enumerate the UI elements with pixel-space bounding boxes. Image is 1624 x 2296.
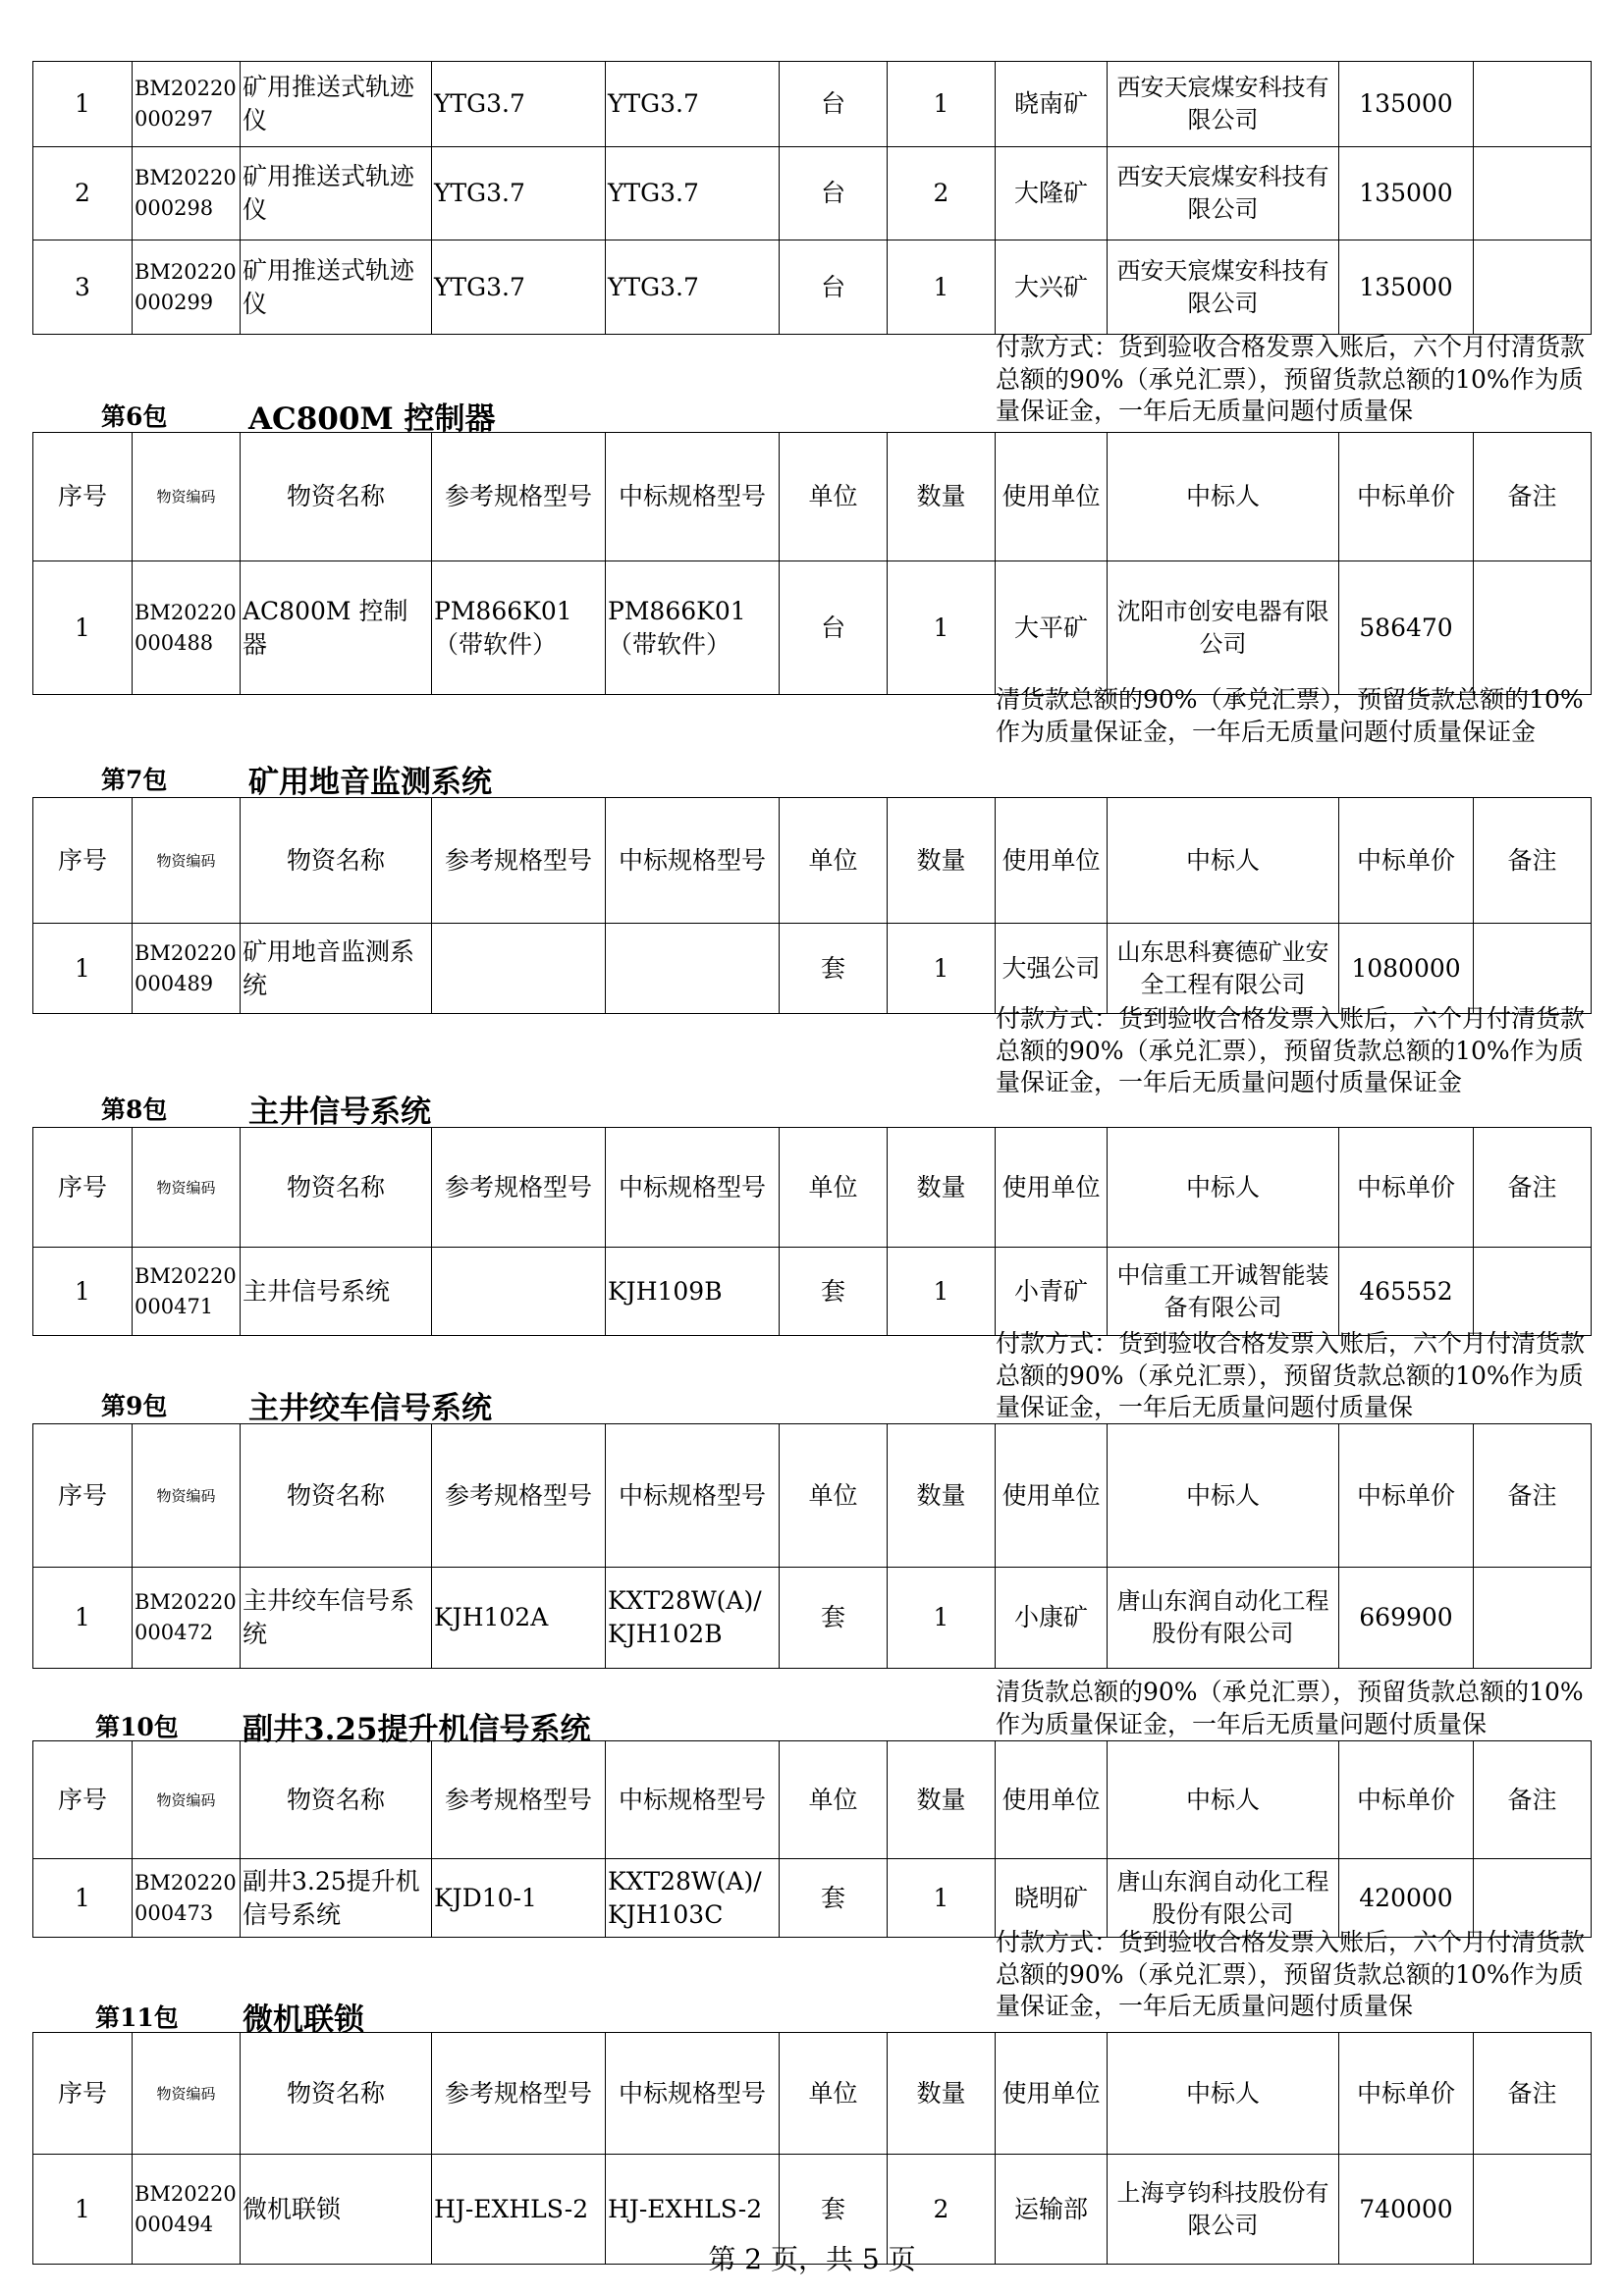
qty-cell: 1 [888,924,996,1014]
package-title: 主井信号系统 [248,1095,431,1130]
bid-spec-cell: KJH109B [606,1248,780,1336]
header-unit: 单位 [780,2033,888,2155]
bid-spec-cell: PM866K01（带软件） [606,561,780,695]
table-row [33,240,1592,335]
header-winner: 中标人 [1108,798,1339,924]
payment-terms: 清货款总额的90%（承兑汇票），预留货款总额的10%作为质量保证金，一年后无质量问题付质量保 [996,1678,1584,1738]
header-code: 物资编码 [133,798,241,924]
package-9-table [32,1423,1592,1669]
header-user: 使用单位 [996,433,1108,561]
seq-cell: 2 [33,147,133,240]
header-remark: 备注 [1474,1741,1592,1859]
package-number: 第8包 [101,1095,168,1124]
winner-cell: 沈阳市创安电器有限公司 [1108,561,1339,695]
ref-spec-cell: YTG3.7 [432,240,606,335]
header-user: 使用单位 [996,798,1108,924]
header-bid-spec: 中标规格型号 [606,2033,780,2155]
table-row [33,924,1592,1014]
header-price: 中标单价 [1339,1424,1474,1568]
name-cell: 主井信号系统 [241,1248,432,1336]
header-ref-spec: 参考规格型号 [432,798,606,924]
bid-spec-cell: KXT28W(A)/KJH102B [606,1568,780,1669]
winner-cell: 唐山东润自动化工程股份有限公司 [1108,1859,1339,1938]
header-seq: 序号 [33,798,133,924]
code-cell: BM20220000298 [133,147,241,240]
code-cell: BM20220000471 [133,1248,241,1336]
code-cell: BM20220000489 [133,924,241,1014]
winner-cell: 西安天宸煤安科技有限公司 [1108,147,1339,240]
seq-cell: 1 [33,2155,133,2265]
header-remark: 备注 [1474,2033,1592,2155]
bid-spec-cell [606,924,780,1014]
package-11-table [32,2032,1592,2265]
seq-cell: 1 [33,1859,133,1938]
header-bid-spec: 中标规格型号 [606,1424,780,1568]
name-cell: 副井3.25提升机信号系统 [241,1859,432,1938]
remark-cell [1474,1859,1592,1938]
header-name: 物资名称 [241,1741,432,1859]
package-number: 第9包 [101,1392,168,1420]
seq-cell: 1 [33,561,133,695]
winner-cell: 中信重工开诚智能装备有限公司 [1108,1248,1339,1336]
header-price: 中标单价 [1339,1741,1474,1859]
bid-spec-cell: YTG3.7 [606,62,780,147]
header-ref-spec: 参考规格型号 [432,1741,606,1859]
qty-cell: 1 [888,62,996,147]
header-price: 中标单价 [1339,433,1474,561]
qty-cell: 1 [888,1248,996,1336]
header-ref-spec: 参考规格型号 [432,1424,606,1568]
header-name: 物资名称 [241,1424,432,1568]
package-6-table [32,432,1592,695]
header-code: 物资编码 [133,433,241,561]
payment-terms: 付款方式：货到验收合格发票入账后，六个月付清货款总额的90%（承兑汇票），预留货款总额的10%作为质量保证金，一年后无质量问题付质量保 [996,333,1586,425]
price-cell: 420000 [1339,1859,1474,1938]
bid-spec-cell: YTG3.7 [606,147,780,240]
header-ref-spec: 参考规格型号 [432,2033,606,2155]
header-code: 物资编码 [133,2033,241,2155]
package-10-table [32,1740,1592,1938]
header-qty: 数量 [888,798,996,924]
ref-spec-cell: YTG3.7 [432,147,606,240]
table-row [33,561,1592,695]
table-header-row [33,1741,1592,1859]
header-user: 使用单位 [996,1128,1108,1248]
qty-cell: 1 [888,561,996,695]
code-cell: BM20220000299 [133,240,241,335]
package-number: 第11包 [95,2003,179,2032]
user-cell: 大强公司 [996,924,1108,1014]
price-cell: 465552 [1339,1248,1474,1336]
code-cell: BM20220000473 [133,1859,241,1938]
header-ref-spec: 参考规格型号 [432,433,606,561]
header-name: 物资名称 [241,798,432,924]
unit-cell: 套 [780,1248,888,1336]
price-cell: 586470 [1339,561,1474,695]
remark-cell [1474,1568,1592,1669]
winner-cell: 西安天宸煤安科技有限公司 [1108,240,1339,335]
header-code: 物资编码 [133,1424,241,1568]
seq-cell: 3 [33,240,133,335]
seq-cell: 1 [33,62,133,147]
header-user: 使用单位 [996,2033,1108,2155]
header-code: 物资编码 [133,1128,241,1248]
unit-cell: 台 [780,561,888,695]
package-title: AC800M 控制器 [248,401,496,437]
header-price: 中标单价 [1339,1128,1474,1248]
header-seq: 序号 [33,2033,133,2155]
user-cell: 晓明矿 [996,1859,1108,1938]
qty-cell: 1 [888,1859,996,1938]
bid-spec-cell: HJ-EXHLS-2 [606,2155,780,2265]
header-seq: 序号 [33,1128,133,1248]
header-code: 物资编码 [133,1741,241,1859]
header-remark: 备注 [1474,798,1592,924]
package-number: 第7包 [101,766,168,794]
header-qty: 数量 [888,433,996,561]
bid-spec-cell: KXT28W(A)/KJH103C [606,1859,780,1938]
remark-cell [1474,924,1592,1014]
name-cell: 主井绞车信号系统 [241,1568,432,1669]
table-row [33,147,1592,240]
header-unit: 单位 [780,1128,888,1248]
qty-cell: 1 [888,1568,996,1669]
unit-cell: 套 [780,1859,888,1938]
code-cell: BM20220000472 [133,1568,241,1669]
winner-cell: 上海亨钧科技股份有限公司 [1108,2155,1339,2265]
package-title: 主井绞车信号系统 [248,1391,492,1426]
remark-cell [1474,240,1592,335]
header-unit: 单位 [780,1424,888,1568]
ref-spec-cell: KJD10-1 [432,1859,606,1938]
price-cell: 669900 [1339,1568,1474,1669]
unit-cell: 套 [780,924,888,1014]
seq-cell: 1 [33,1248,133,1336]
header-remark: 备注 [1474,433,1592,561]
header-remark: 备注 [1474,1128,1592,1248]
package-7-table [32,797,1592,1014]
header-qty: 数量 [888,1424,996,1568]
winner-cell: 唐山东润自动化工程股份有限公司 [1108,1568,1339,1669]
table-row [33,1248,1592,1336]
remark-cell [1474,62,1592,147]
header-qty: 数量 [888,1128,996,1248]
payment-terms: 付款方式：货到验收合格发票入账后，六个月付清货款总额的90%（承兑汇票），预留货款总额的10%作为质量保证金，一年后无质量问题付质量保 [996,1928,1586,2020]
header-remark: 备注 [1474,1424,1592,1568]
ref-spec-cell: KJH102A [432,1568,606,1669]
user-cell: 运输部 [996,2155,1108,2265]
table-header-row [33,433,1592,561]
name-cell: 矿用推送式轨迹仪 [241,147,432,240]
ref-spec-cell: HJ-EXHLS-2 [432,2155,606,2265]
payment-terms: 付款方式：货到验收合格发票入账后，六个月付清货款总额的90%（承兑汇票），预留货款总额的10%作为质量保证金，一年后无质量问题付质量保 [996,1329,1586,1421]
user-cell: 小青矿 [996,1248,1108,1336]
code-cell: BM20220000297 [133,62,241,147]
winner-cell: 西安天宸煤安科技有限公司 [1108,62,1339,147]
header-winner: 中标人 [1108,1741,1339,1859]
header-bid-spec: 中标规格型号 [606,1741,780,1859]
ref-spec-cell [432,1248,606,1336]
user-cell: 大兴矿 [996,240,1108,335]
name-cell: AC800M 控制器 [241,561,432,695]
ref-spec-cell: PM866K01（带软件） [432,561,606,695]
unit-cell: 套 [780,2155,888,2265]
price-cell: 135000 [1339,147,1474,240]
remark-cell [1474,147,1592,240]
payment-terms: 清货款总额的90%（承兑汇票），预留货款总额的10%作为质量保证金，一年后无质量问题付质量保证金 [996,685,1584,746]
header-bid-spec: 中标规格型号 [606,433,780,561]
table-header-row [33,1128,1592,1248]
table-row [33,1568,1592,1669]
header-ref-spec: 参考规格型号 [432,1128,606,1248]
remark-cell [1474,561,1592,695]
package-title: 副井3.25提升机信号系统 [243,1712,591,1747]
package-number: 第10包 [95,1713,179,1741]
header-name: 物资名称 [241,433,432,561]
code-cell: BM20220000488 [133,561,241,695]
seq-cell: 1 [33,924,133,1014]
name-cell: 矿用推送式轨迹仪 [241,62,432,147]
name-cell: 微机联锁 [241,2155,432,2265]
table-row [33,1859,1592,1938]
header-price: 中标单价 [1339,2033,1474,2155]
user-cell: 小康矿 [996,1568,1108,1669]
price-cell: 135000 [1339,240,1474,335]
unit-cell: 台 [780,62,888,147]
package-5-table [32,61,1592,335]
header-seq: 序号 [33,1741,133,1859]
user-cell: 大隆矿 [996,147,1108,240]
header-user: 使用单位 [996,1741,1108,1859]
header-qty: 数量 [888,2033,996,2155]
header-unit: 单位 [780,798,888,924]
payment-terms: 付款方式：货到验收合格发票入账后，六个月付清货款总额的90%（承兑汇票），预留货款总额的10%作为质量保证金，一年后无质量问题付质量保证金 [996,1004,1586,1096]
header-winner: 中标人 [1108,1424,1339,1568]
table-row [33,62,1592,147]
header-bid-spec: 中标规格型号 [606,798,780,924]
header-unit: 单位 [780,433,888,561]
unit-cell: 套 [780,1568,888,1669]
qty-cell: 1 [888,240,996,335]
qty-cell: 2 [888,147,996,240]
name-cell: 矿用推送式轨迹仪 [241,240,432,335]
table-header-row [33,1424,1592,1568]
unit-cell: 台 [780,240,888,335]
seq-cell: 1 [33,1568,133,1669]
user-cell: 晓南矿 [996,62,1108,147]
name-cell: 矿用地音监测系统 [241,924,432,1014]
qty-cell: 2 [888,2155,996,2265]
code-cell: BM20220000494 [133,2155,241,2265]
package-8-table [32,1127,1592,1336]
header-name: 物资名称 [241,2033,432,2155]
ref-spec-cell: YTG3.7 [432,62,606,147]
ref-spec-cell [432,924,606,1014]
unit-cell: 台 [780,147,888,240]
header-qty: 数量 [888,1741,996,1859]
price-cell: 1080000 [1339,924,1474,1014]
header-name: 物资名称 [241,1128,432,1248]
header-user: 使用单位 [996,1424,1108,1568]
table-header-row [33,2033,1592,2155]
user-cell: 大平矿 [996,561,1108,695]
winner-cell: 山东思科赛德矿业安全工程有限公司 [1108,924,1339,1014]
remark-cell [1474,1248,1592,1336]
header-price: 中标单价 [1339,798,1474,924]
package-title: 微机联锁 [243,2002,364,2038]
header-bid-spec: 中标规格型号 [606,1128,780,1248]
package-title: 矿用地音监测系统 [248,765,492,800]
header-winner: 中标人 [1108,1128,1339,1248]
bid-spec-cell: YTG3.7 [606,240,780,335]
header-seq: 序号 [33,433,133,561]
price-cell: 135000 [1339,62,1474,147]
header-winner: 中标人 [1108,433,1339,561]
header-winner: 中标人 [1108,2033,1339,2155]
header-unit: 单位 [780,1741,888,1859]
page-footer: 第 2 页，共 5 页 [708,2243,916,2275]
table-header-row [33,798,1592,924]
header-seq: 序号 [33,1424,133,1568]
price-cell: 740000 [1339,2155,1474,2265]
package-number: 第6包 [101,402,168,431]
